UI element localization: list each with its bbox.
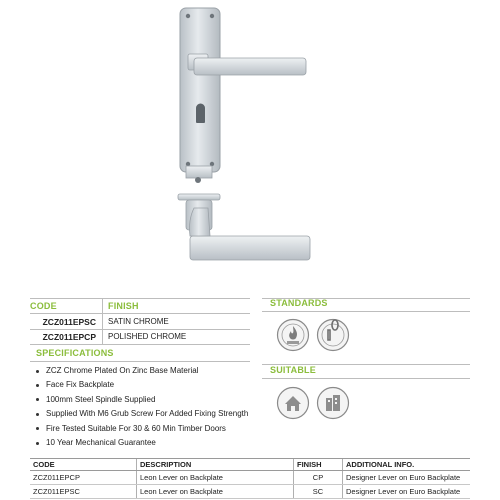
spec-item: 100mm Steel Spindle Supplied bbox=[34, 393, 248, 407]
spec-item: Face Fix Backplate bbox=[34, 378, 248, 392]
spec-item: Supplied With M6 Grub Screw For Added Fixing Strength bbox=[34, 407, 248, 421]
code-cell: ZCZ011EPCP bbox=[42, 332, 96, 342]
separate-lever bbox=[178, 194, 310, 260]
column-header: FINISH bbox=[294, 459, 343, 471]
spec-item: Fire Tested Suitable For 30 & 60 Min Timber Doors bbox=[34, 422, 248, 436]
table-header-row bbox=[30, 459, 470, 471]
table-row bbox=[30, 485, 470, 499]
commercial-use-icon bbox=[316, 386, 350, 420]
product-illustration bbox=[150, 0, 350, 290]
table-cell: CP bbox=[294, 471, 343, 485]
table-cell: Designer Lever on Euro Backplate bbox=[343, 471, 471, 485]
table-cell: SC bbox=[294, 485, 343, 499]
product-table bbox=[30, 458, 470, 499]
lever-on-plate bbox=[188, 54, 306, 75]
suitable-heading: SUITABLE bbox=[270, 365, 316, 375]
fire-tested-30-60-icon bbox=[276, 318, 310, 352]
backplate bbox=[180, 8, 220, 172]
table-cell: Designer Lever on Euro Backplate bbox=[343, 485, 471, 499]
table-row bbox=[30, 471, 470, 485]
finish-cell: POLISHED CHROME bbox=[108, 332, 187, 341]
spec-item: 10 Year Mechanical Guarantee bbox=[34, 436, 248, 450]
table-cell: Leon Lever on Backplate bbox=[137, 485, 294, 499]
finish-heading: FINISH bbox=[108, 301, 139, 311]
table-cell: ZCZ011EPSC bbox=[30, 485, 137, 499]
code-heading: CODE bbox=[30, 301, 57, 311]
specifications-heading: SPECIFICATIONS bbox=[36, 348, 114, 358]
column-header: DESCRIPTION bbox=[137, 459, 294, 471]
domestic-use-icon bbox=[276, 386, 310, 420]
10-year-guarantee-icon bbox=[316, 318, 350, 352]
table-cell: Leon Lever on Backplate bbox=[137, 471, 294, 485]
code-cell: ZCZ011EPSC bbox=[42, 317, 96, 327]
column-header: CODE bbox=[30, 459, 137, 471]
table-cell: ZCZ011EPCP bbox=[30, 471, 137, 485]
standards-heading: STANDARDS bbox=[270, 298, 328, 308]
specifications-list bbox=[34, 364, 248, 450]
spec-item: ZCZ Chrome Plated On Zinc Base Material bbox=[34, 364, 248, 378]
finish-cell: SATIN CHROME bbox=[108, 317, 169, 326]
spindle bbox=[186, 166, 212, 183]
column-header: ADDITIONAL INFO. bbox=[343, 459, 471, 471]
